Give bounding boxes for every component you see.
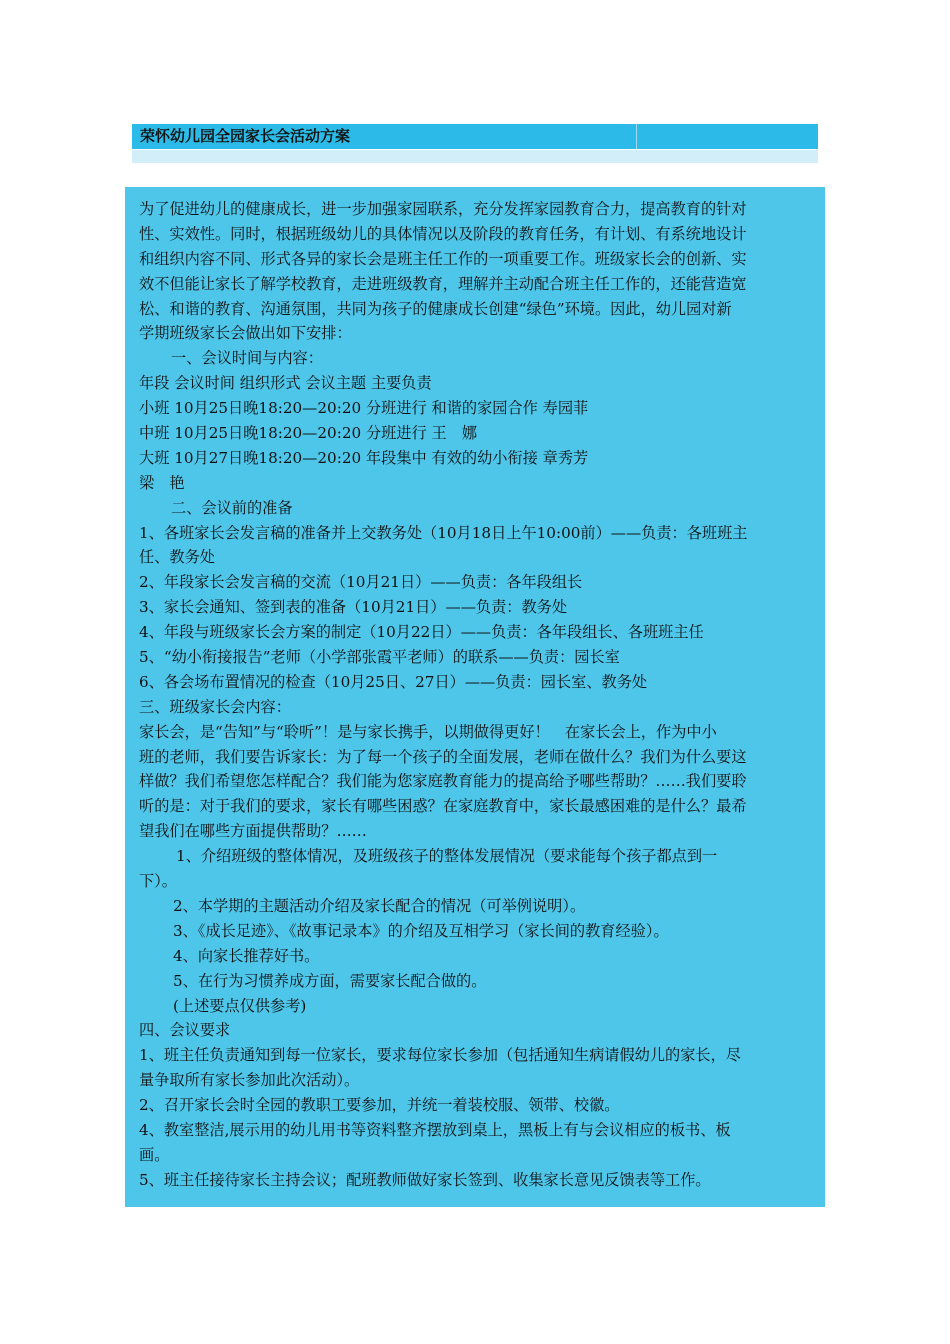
content-line: 中班 10月25日晚18:20—20:20 分班进行 王 娜 [139,424,478,443]
content-line: 4、教室整洁,展示用的幼儿用书等资料整齐摆放到桌上，黑板上有与会议相应的板书、板 [139,1120,731,1139]
content-line: 6、各会场布置情况的检查（10月25日、27日）——负责：园长室、教务处 [139,672,648,691]
content-line: 4、年段与班级家长会方案的制定（10月22日）——负责：各年段组长、各班班主任 [139,623,704,642]
content-line: 班的老师，我们要告诉家长：为了每一个孩子的全面发展，老师在做什么？我们为什么要这 [139,747,747,766]
content-line: 梁 艳 [139,473,185,492]
content-box [125,187,825,1207]
content-line: 5、在行为习惯养成方面，需要家长配合做的。 [173,971,487,990]
title-bar [132,124,818,149]
content-line: 一、会议时间与内容： [171,349,323,368]
content-line: 松、和谐的教育、沟通氛围，共同为孩子的健康成长创建“绿色”环境。因此，幼儿园对新 [139,299,732,318]
document-title: 荣怀幼儿园全园家长会活动方案 [132,124,637,149]
title-sub-bar [132,150,818,163]
content-line: 画。 [139,1145,170,1164]
content-line: 1、班主任负责通知到每一位家长，要求每位家长参加（包括通知生病请假幼儿的家长，尽 [139,1046,741,1065]
content-line: 听的是：对于我们的要求，家长有哪些困惑？在家庭教育中，家长最感困难的是什么？最希 [139,797,747,816]
content-line: 家长会，是“告知”与“聆听”！是与家长携手，以期做得更好！ 在家长会上，作为中小 [139,722,717,741]
content-line: 4、向家长推荐好书。 [173,946,320,965]
content-line: 年段 会议时间 组织形式 会议主题 主要负责 [139,374,432,393]
content-line: 四、会议要求 [139,1021,231,1040]
content-line: 大班 10月27日晚18:20—20:20 年段集中 有效的幼小衔接 章秀芳 [139,448,589,467]
content-line: 三、班级家长会内容： [139,697,291,716]
content-line: 2、召开家长会时全园的教职工要参加，并统一着装校服、领带、校徽。 [139,1096,620,1115]
content-line: 1、各班家长会发言稿的准备并上交教务处（10月18日上午10:00前）——负责：各班班主 [139,523,748,542]
content-line: 学期班级家长会做出如下安排： [139,324,352,343]
content-line: 小班 10月25日晚18:20—20:20 分班进行 和谐的家园合作 寿园菲 [139,399,589,418]
content-line: 量争取所有家长参加此次活动）。 [139,1071,360,1090]
content-line: 1、介绍班级的整体情况，及班级孩子的整体发展情况（要求能每个孩子都点到一 [176,847,718,866]
content-line: 望我们在哪些方面提供帮助？…… [139,822,367,841]
content-line: 和组织内容不同、形式各异的家长会是班主任工作的一项重要工作。班级家长会的创新、实 [139,249,747,268]
content-line: (上述要点仅供参考) [173,996,307,1015]
content-line: 为了促进幼儿的健康成长，进一步加强家园联系，充分发挥家园教育合力，提高教育的针对 [139,200,747,218]
content-line: 2、年段家长会发言稿的交流（10月21日）——负责：各年段组长 [139,573,583,592]
content-line: 样做？我们希望您怎样配合？我们能为您家庭教育能力的提高给予哪些帮助？……我们要聆 [139,772,747,791]
content-line: 下）。 [139,872,177,891]
content-line: 3、家长会通知、签到表的准备（10月21日）——负责：教务处 [139,598,568,617]
content-line: 5、“幼小衔接报告”老师（小学部张霞平老师）的联系——负责：园长室 [139,648,620,667]
content-line: 3、《成长足迹》、《故事记录本》的介绍及互相学习（家长间的教育经验）。 [173,921,669,940]
content-line: 2、本学期的主题活动介绍及家长配合的情况（可举例说明）。 [173,896,586,915]
title-bar-right-cell [637,124,818,149]
content-line: 任、教务处 [139,548,215,567]
content-line: 效不但能让家长了解学校教育，走进班级教育，理解并主动配合班主任工作的，还能营造宽 [139,274,747,293]
content-line: 性、实效性。同时，根据班级幼儿的具体情况以及阶段的教育任务，有计划、有系统地设计 [139,224,747,243]
content-line: 5、班主任接待家长主持会议；配班教师做好家长签到、收集家长意见反馈表等工作。 [139,1170,711,1189]
content-line: 二、会议前的准备 [171,498,293,517]
